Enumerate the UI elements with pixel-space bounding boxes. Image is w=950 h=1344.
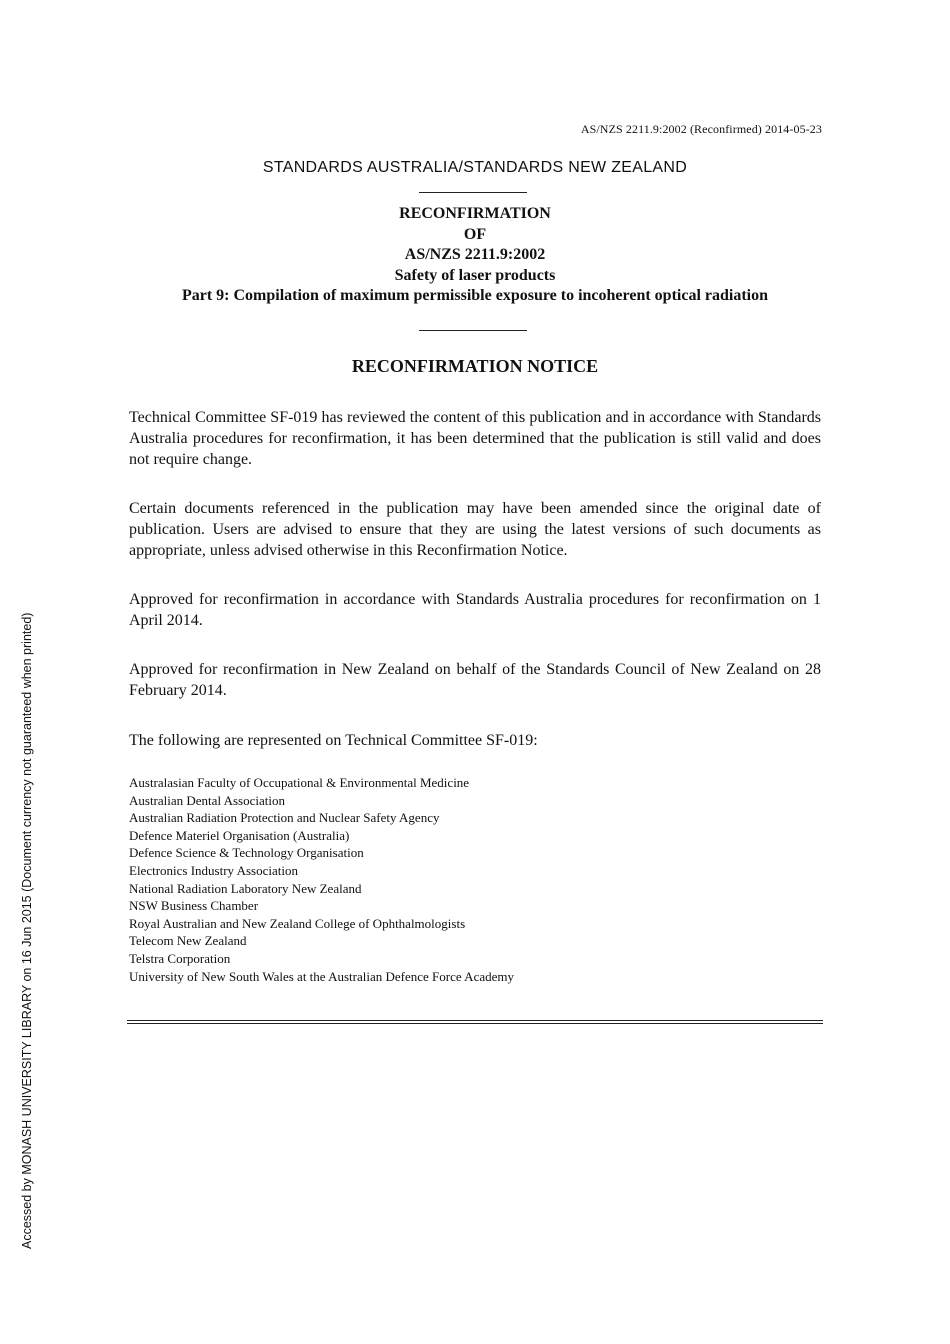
notice-paragraph-committee-intro: The following are represented on Technical Committee SF-019:: [129, 732, 538, 749]
committee-member: Australian Dental Association: [129, 792, 285, 808]
title-divider-top: [419, 192, 527, 193]
committee-member: NSW Business Chamber: [129, 898, 259, 914]
committee-member: Telecom New Zealand: [129, 933, 247, 949]
notice-heading: RECONFIRMATION NOTICE: [351, 356, 599, 376]
committee-member: Defence Materiel Organisation (Australia): [129, 827, 350, 843]
notice-paragraph-approval-australia: Approved for reconfirmation in accordance with Standards Australia procedures for reconfirmation on 1 April 2014.: [129, 591, 821, 629]
committee-member: Defence Science & Technology Organisation: [129, 845, 364, 861]
committee-member: Telstra Corporation: [129, 950, 231, 966]
title-subject: Safety of laser products: [394, 266, 556, 284]
title-divider-bottom: [419, 330, 527, 331]
title-part: Part 9: Compilation of maximum permissible exposure to incoherent optical radiation: [181, 287, 769, 304]
title-reconfirmation: RECONFIRMATION: [399, 205, 551, 222]
footer-double-rule: [127, 1020, 823, 1024]
committee-member-list: [129, 774, 514, 985]
committee-member: Australian Radiation Protection and Nuclear Safety Agency: [129, 810, 440, 826]
title-of: OF: [463, 225, 487, 243]
organisation-name: STANDARDS AUSTRALIA/STANDARDS NEW ZEALAND: [262, 159, 688, 176]
notice-paragraph-references: Certain documents referenced in the publication may have been amended since the original date of publication. Users are advised to ensure that they are using the latest versions of such documents as appropriate, unless advised otherwise in this Reconfirmation Notice.: [129, 500, 821, 559]
committee-member: Australasian Faculty of Occupational & Environmental Medicine: [129, 775, 470, 790]
title-block: [0, 204, 950, 307]
committee-member: Electronics Industry Association: [129, 862, 298, 878]
notice-paragraph-review: Technical Committee SF-019 has reviewed the content of this publication and in accordance with Standards Australia procedures for reconfirmation, it has been determined that the publication is still valid and does not require change.: [129, 409, 821, 468]
committee-member: University of New South Wales at the Australian Defence Force Academy: [129, 968, 514, 984]
title-standard-number: AS/NZS 2211.9:2002: [404, 246, 546, 263]
committee-member: Royal Australian and New Zealand College of Ophthalmologists: [129, 915, 466, 931]
committee-member: National Radiation Laboratory New Zealand: [129, 880, 362, 896]
document-reference: AS/NZS 2211.9:2002 (Reconfirmed) 2014-05-23: [580, 122, 822, 136]
access-watermark-note: Accessed by MONASH UNIVERSITY LIBRARY on 16 Jun 2015 (Document currency not guaranteed when printed): [20, 612, 34, 1249]
notice-paragraph-approval-new-zealand: Approved for reconfirmation in New Zealand on behalf of the Standards Council of New Zealand on 28 February 2014.: [129, 661, 821, 699]
